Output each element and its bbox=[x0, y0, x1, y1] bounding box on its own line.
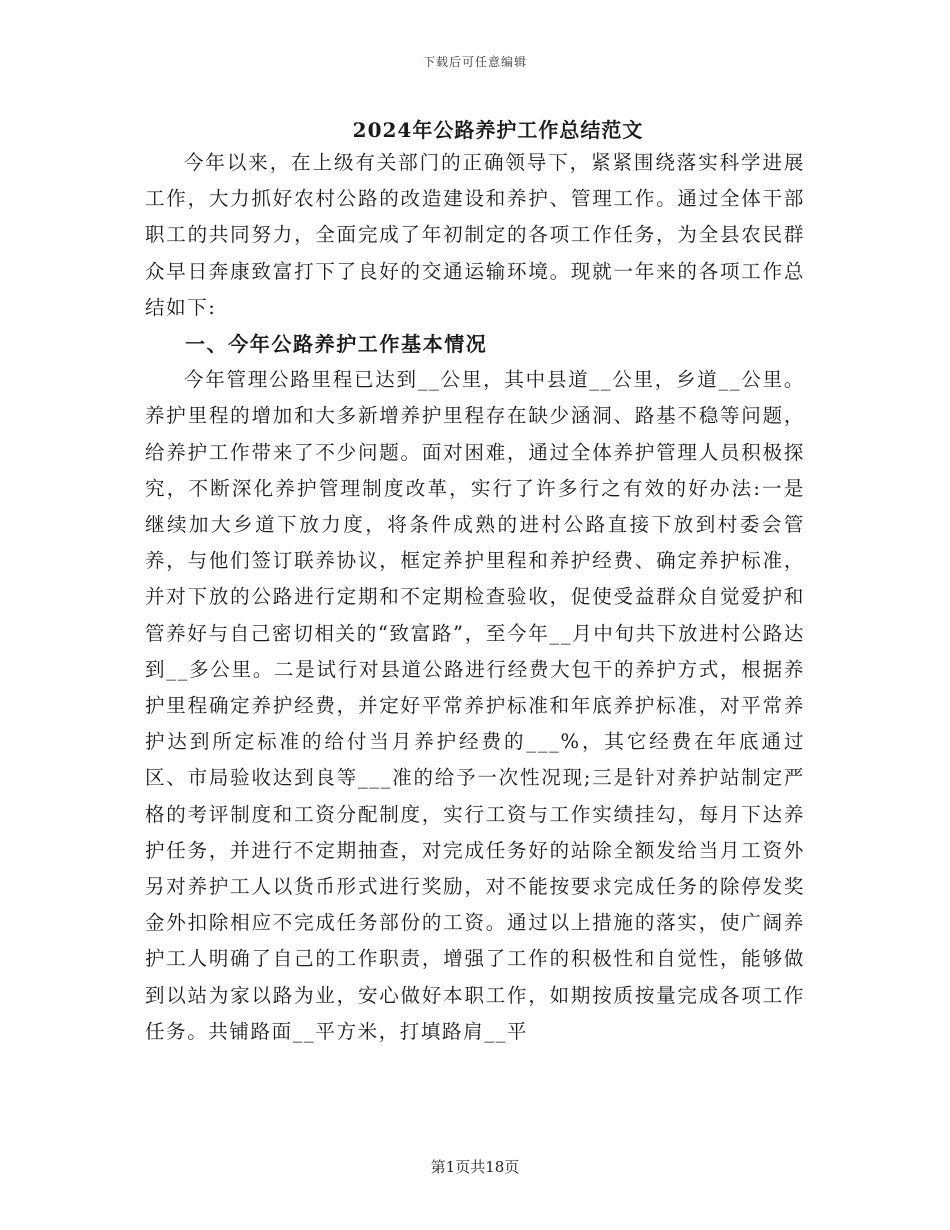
page-indicator: 第1页共18页 bbox=[430, 1158, 520, 1176]
intro-paragraph: 今年以来，在上级有关部门的正确领导下，紧紧围绕落实科学进展工作，大力抓好农村公路的改造建设和养护、管理工作。通过全体干部职工的共同努力，全面完成了年初制定的各项工作任务，为全县农民群众早日奔康致富打下了良好的交通运输环境。现就一年来的各项工作总结如下: bbox=[145, 151, 805, 319]
section-paragraph: 今年管理公路里程已达到__公里，其中县道__公里，乡道__公里。养护里程的增加和大多新增养护里程存在缺少涵洞、路基不稳等问题，给养护工作带来了不少问题。面对困难，通过全体养护管理人员积极探究，不断深化养护管理制度改革，实行了许多行之有效的好办法:一是继续加大乡道下放力度，将条件成熟的进村公路直接下放到村委会管养，与他们签订联养协议，框定养护里程和养护经费、确定养护标准，并对下放的公路进行定期和不定期检查验收，促使受益群众自觉爱护和管养好与自己密切相关的“致富路”，至今年__月中旬共下放进村公路达到__多公里。二是试行对县道公路进行经费大包干的养护方式，根据养护里程确定养护经费，并定好平常养护标准和年底养护标准，对平常养护达到所定标准的给付当月养护经费的___%，其它经费在年底通过区、市局验收达到良等___准的给予一次性况现;三是针对养护站制定严格的考评制度和工资分配制度，实行工资与工作实绩挂勾，每月下达养护任务，并进行不定期抽查，对完成任务好的站除全额发给当月工资外另对养护工人以货币形式进行奖励，对不能按要求完成任务的除停发奖金外扣除相应不完成任务部份的工资。通过以上措施的落实，使广阔养护工人明确了自己的工作职责，增强了工作的积极性和自觉性，能够做到以站为家以路为业，安心做好本职工作，如期按质按量完成各项工作任务。共铺路面__平方米，打填路肩__平 bbox=[145, 368, 805, 1043]
section-heading: 一、今年公路养护工作基本情况 bbox=[185, 332, 488, 357]
document-body bbox=[145, 145, 805, 1050]
document-title: 2024年公路养护工作总结范文 bbox=[352, 118, 644, 142]
header-edit-note: 下载后可任意编辑 bbox=[422, 55, 527, 69]
